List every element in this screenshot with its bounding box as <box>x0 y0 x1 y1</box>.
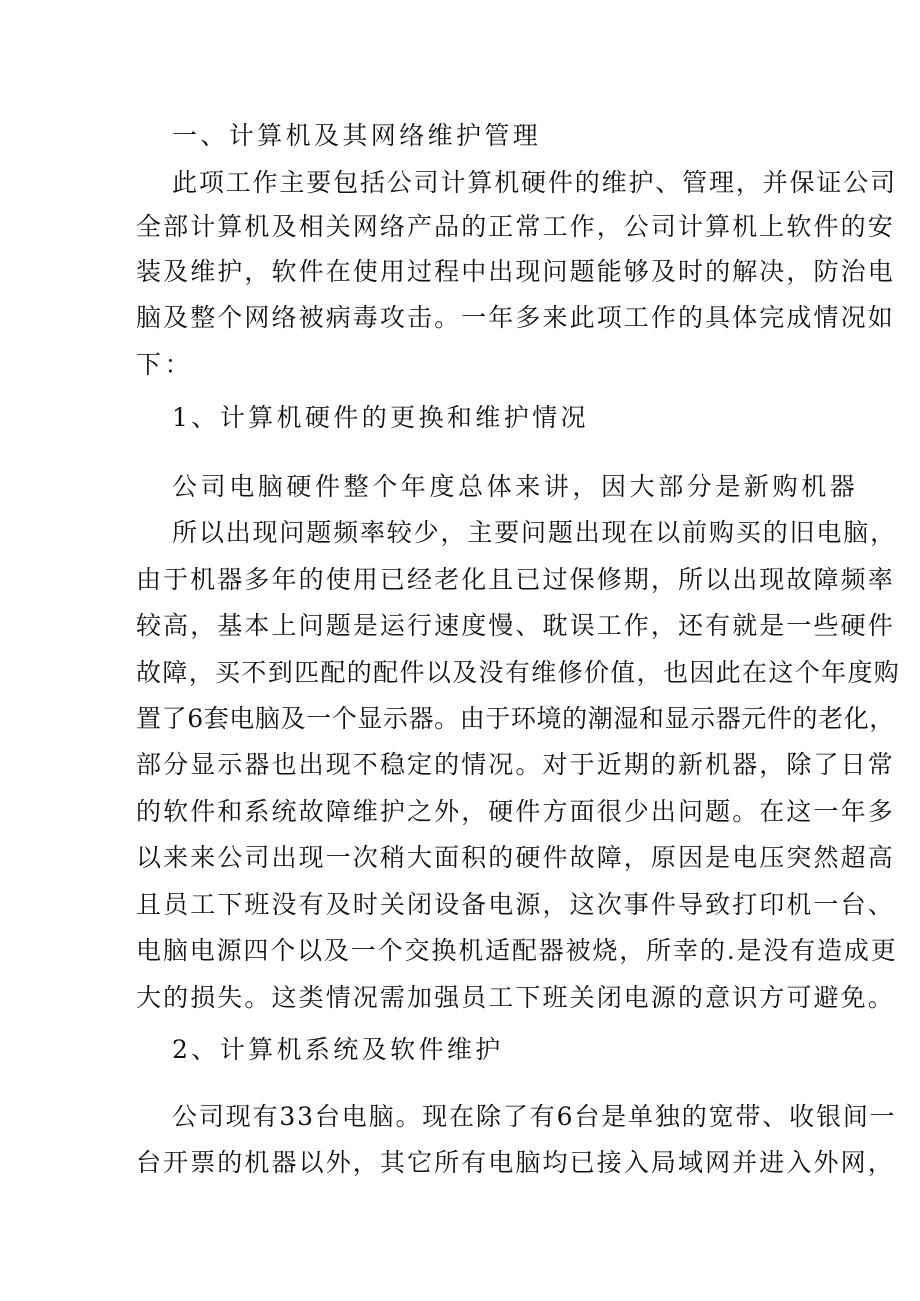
paragraph-line: 的软件和系统故障维护之外，硬件方面很少出问题。在这一年多 <box>136 797 895 826</box>
paragraph-line: 且员工下班没有及时关闭设备电源，这次事件导致打印机一台、 <box>136 890 895 919</box>
subsection-title: 1、计算机硬件的更换和维护情况 <box>172 403 589 432</box>
paragraph-line: 装及维护，软件在使用过程中出现问题能够及时的解决，防治电 <box>136 257 895 286</box>
paragraph-line: 公司电脑硬件整个年度总体来讲，因大部分是新购机器 <box>172 472 859 501</box>
paragraph-line: 下： <box>136 350 194 379</box>
paragraph-line: 大的损失。这类情况需加强员工下班关闭电源的意识方可避免。 <box>136 983 895 1012</box>
paragraph-line: 此项工作主要包括公司计算机硬件的维护、管理，并保证公司 <box>172 168 897 197</box>
paragraph-line: 部分显示器也出现不稳定的情况。对于近期的新机器，除了日常 <box>136 750 895 779</box>
subsection-title: 2、计算机系统及软件维护 <box>172 1035 504 1064</box>
section-title: 一、计算机及其网络维护管理 <box>172 121 542 150</box>
paragraph-line: 全部计算机及相关网络产品的正常工作，公司计算机上软件的安 <box>136 212 895 241</box>
paragraph-line: 电脑电源四个以及一个交换机适配器被烧，所幸的.是没有造成更 <box>136 936 898 965</box>
paragraph-line: 台开票的机器以外，其它所有电脑均已接入局域网并进入外网， <box>136 1148 895 1177</box>
paragraph-line: 由于机器多年的使用已经老化且已过保修期，所以出现故障频率 <box>136 565 895 594</box>
paragraph-line: 置了6套电脑及一个显示器。由于环境的潮湿和显示器元件的老化， <box>136 704 895 733</box>
paragraph-line: 故障，买不到匹配的配件以及没有维修价值，也因此在这个年度购 <box>136 658 901 687</box>
paragraph-line: 脑及整个网络被病毒攻击。一年多来此项工作的具体完成情况如 <box>136 303 895 332</box>
paragraph-line: 所以出现问题频率较少，主要问题出现在以前购买的旧电脑， <box>172 518 897 547</box>
paragraph-line: 公司现有33台电脑。现在除了有6台是单独的宽带、收银间一 <box>172 1102 897 1131</box>
paragraph-line: 以来来公司出现一次稍大面积的硬件故障，原因是电压突然超高 <box>136 843 895 872</box>
paragraph-line: 较高，基本上问题是运行速度慢、耽误工作，还有就是一些硬件 <box>136 611 895 640</box>
